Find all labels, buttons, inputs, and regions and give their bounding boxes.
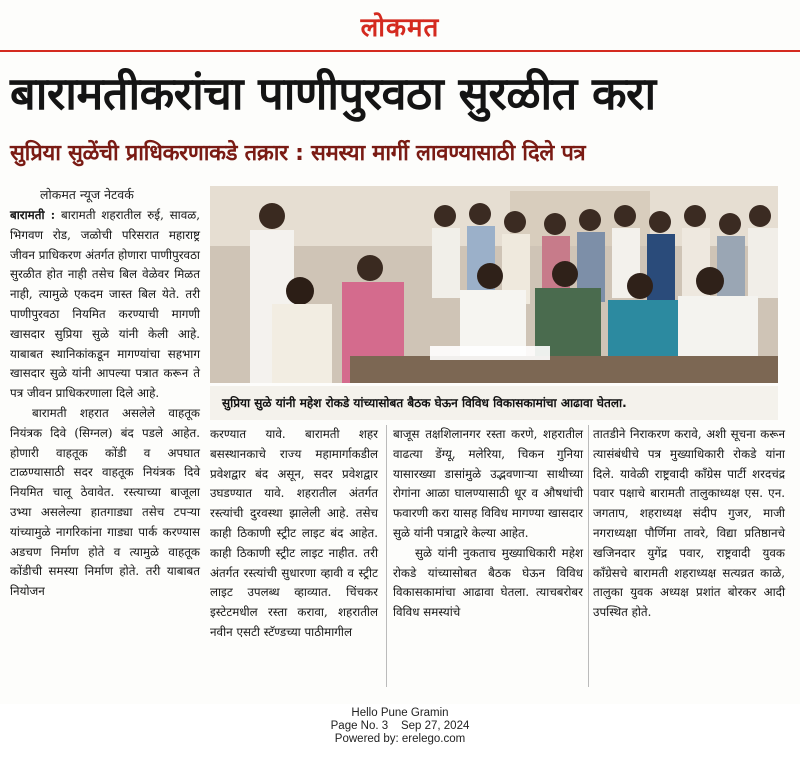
article-column-3 — [393, 425, 583, 623]
footer-page-date: Page No. 3 Sep 27, 2024 — [330, 720, 470, 732]
column-divider — [588, 425, 589, 687]
col1-para-1: बारामती शहरातील रुई, सावळ, भिगवण रोड, जळोची परिसरात महाराष्ट्र जीवन प्राधिकरण अंतर्गत होणारा पाणीपुरवठा सुरळीत होत नाही तसेच बिल वेळेवर मिळत नाही, त्यामुळे एकदम जास्त बिल येते. तरी पाणीपुरवठा नियमित करण्याची मागणी खासदार सुप्रिया सुळे यांनी केली आहे. याबाबत स्थानिकांकडून मागण्यांचा सहभाग खासदार सुळे यांनी आपल्या पत्रात करून ते पत्र जीवन प्राधिकरणाला दिले आहे. — [10, 208, 201, 401]
col3-para-1: बाजूस तक्षशिलानगर रस्ता करणे, शहरातील वाढत्या डेंग्यू, मलेरिया, चिकन गुनिया यासारख्या डासांमुळे उद्भवणाऱ्या साथीच्या रोगांना आळा घालण्यासाठी धूर व औषधांची फवारणी करा यासह विविध मागण्या खासदार सुळे यांनी पत्राद्वारे केल्या आहेत. — [393, 427, 583, 540]
news-photo — [210, 186, 778, 383]
col3-para-2: सुळे यांनी नुकताच मुख्याधिकारी महेश रोकडे यांच्यासोबत बैठक घेऊन विविध विकासकामांचा आढावा घेतला. त्याचबरोबर विविध समस्यांचे — [393, 545, 583, 620]
page-footer — [0, 707, 800, 746]
masthead — [0, 8, 800, 44]
article-column-2 — [210, 425, 378, 643]
column-divider — [386, 425, 387, 687]
article-column-1 — [10, 206, 200, 602]
photo-caption: सुप्रिया सुळे यांनी महेश रोकडे यांच्यासोबत बैठक घेऊन विविध विकासकामांचा आढावा घेतला. — [210, 386, 778, 420]
dateline: बारामती : — [10, 208, 56, 222]
col1-para-2: बारामती शहरात असलेले वाहतूक नियंत्रक दिवे (सिग्नल) बंद पडले आहेत. होणारी वाहतूक कोंडी व अपघात टाळण्यासाठी सदर वाहतूक नियंत्रक दिवे नियमित चालू ठेवावेत. रस्त्याच्या बाजूला उभ्या असलेल्या हातगाड्या तसेच टपऱ्या यांच्यामुळे नागरिकांना गाड्या पार्क करण्यास अडचण निर्माण होते व त्यामुळे वाहतूक कोंडीची समस्या निर्माण होते. तरी याबाबत नियोजन — [10, 405, 200, 599]
masthead-logo: लोकमत — [360, 13, 440, 43]
masthead-rule — [0, 50, 800, 52]
article-column-4 — [593, 425, 785, 623]
headline: बारामतीकरांचा पाणीपुरवठा सुरळीत करा — [10, 67, 656, 120]
byline: लोकमत न्यूज नेटवर्क — [40, 187, 134, 202]
footer-powered-by: Powered by: erelego.com — [334, 733, 466, 745]
subheadline: सुप्रिया सुळेंची प्राधिकरणाकडे तक्रार : समस्या मार्गी लावण्यासाठी दिले पत्र — [10, 141, 586, 166]
footer-edition: Hello Pune Gramin — [351, 707, 449, 719]
col2-para-1: करण्यात यावे. बारामती शहर बसस्थानकाचे राज्य महामार्गाकडील प्रवेशद्वार बंद असून, सदर प्रवेशद्वार उघडण्यात यावे. शहरातील अंतर्गत रस्त्यांची दुरवस्था झालेली आहे. तसेच काही ठिकाणी स्ट्रीट लाइट बंद आहेत. काही ठिकाणी स्ट्रीट लाइट नाहीत. तरी अंतर्गत रस्त्यांची सुधारणा व्हावी व स्ट्रीट लाइट उपलब्ध व्हाव्यात. चिंचकर इस्टेटमधील रस्ता करावा, शहरातील नवीन एसटी स्टॅण्डच्या पाठीमागील — [210, 427, 378, 639]
meeting-photo-illustration — [210, 186, 778, 383]
col4-para-1: तातडीने निराकरण करावे, अशी सूचना करून त्यासंबंधीचे पत्र मुख्याधिकारी रोकडे यांना दिले. यावेळी राष्ट्रवादी काँग्रेस पार्टी शरदचंद्र पवार पक्षाचे बारामती तालुकाध्यक्ष एस. एन. जगताप, शहराध्यक्ष संदीप गुजर, माजी नगराध्यक्षा पौर्णिमा तावरे, विद्या प्रतिष्ठानचे खजिनदार युगेंद्र पवार, राष्ट्रवादी युवक काँग्रेसचे बारामती शहराध्यक्ष सत्यव्रत काळे, तालुका युवक अध्यक्ष प्रशांत बोरकर आदी उपस्थित होते. — [593, 427, 785, 620]
